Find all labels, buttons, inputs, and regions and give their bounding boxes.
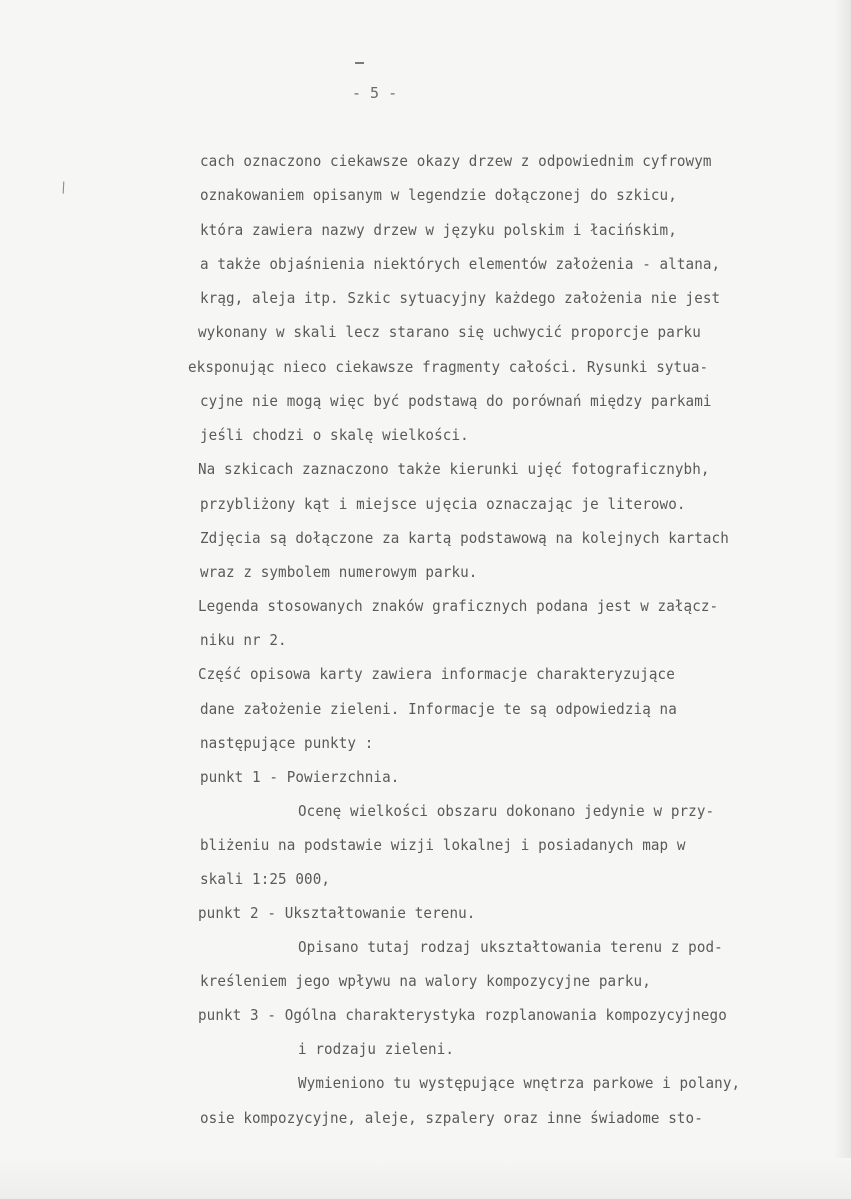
text-line: a także objaśnienia niektórych elementów założenia - altana, <box>200 255 721 273</box>
text-line: kreśleniem jego wpływu na walory kompozycyjne parku, <box>200 972 651 990</box>
text-line: Na szkicach zaznaczono także kierunki ujęć fotograficznybh, <box>198 460 710 478</box>
text-line: krąg, aleja itp. Szkic sytuacyjny każdego założenia nie jest <box>200 289 721 307</box>
text-line: i rodzaju zieleni. <box>298 1040 455 1058</box>
text-line: eksponując nieco ciekawsze fragmenty całości. Rysunki sytua- <box>188 358 709 376</box>
text-line: Legenda stosowanych znaków graficznych podana jest w załącz- <box>198 597 719 615</box>
text-line: Ocenę wielkości obszaru dokonano jedynie w przy- <box>298 802 715 820</box>
text-line: osie kompozycyjne, aleje, szpalery oraz inne świadome sto- <box>200 1109 703 1127</box>
page-number: - 5 - <box>352 84 398 102</box>
text-line: Wymieniono tu występujące wnętrza parkowe i polany, <box>298 1074 741 1092</box>
text-line: następujące punkty : <box>200 734 374 752</box>
text-line: cyjne nie mogą więc być podstawą do porównań między parkami <box>200 392 712 410</box>
top-dash-mark <box>355 62 364 64</box>
text-line: bliżeniu na podstawie wizji lokalnej i posiadanych map w <box>200 836 686 854</box>
scan-edge-shadow-bottom <box>0 1158 851 1199</box>
text-line: Zdjęcia są dołączone za kartą podstawową na kolejnych kartach <box>200 529 729 547</box>
text-line: która zawiera nazwy drzew w języku polskim i łacińskim, <box>200 221 677 239</box>
text-line: niku nr 2. <box>200 631 287 649</box>
text-line: dane założenie zieleni. Informacje te są odpowiedzią na <box>200 700 677 718</box>
text-line: wykonany w skali lecz starano się uchwycić proporcje parku <box>198 323 701 341</box>
text-line: oznakowaniem opisanym w legendzie dołączonej do szkicu, <box>200 186 677 204</box>
scan-edge-shadow-right <box>834 0 851 1199</box>
text-line: punkt 2 - Ukształtowanie terenu. <box>198 904 476 922</box>
text-line: punkt 1 - Powierzchnia. <box>200 768 400 786</box>
text-line: jeśli chodzi o skalę wielkości. <box>200 426 469 444</box>
text-line: skali 1:25 000, <box>200 870 331 888</box>
text-line: przybliżony kąt i miejsce ujęcia oznaczając je literowo. <box>200 495 686 513</box>
text-line: wraz z symbolem numerowym parku. <box>200 563 478 581</box>
margin-pen-mark: \ <box>58 179 69 197</box>
text-line: Część opisowa karty zawiera informacje charakteryzujące <box>198 665 675 683</box>
text-line: cach oznaczono ciekawsze okazy drzew z odpowiednim cyfrowym <box>200 152 712 170</box>
text-line: punkt 3 - Ogólna charakterystyka rozplanowania kompozycyjnego <box>198 1006 727 1024</box>
text-line: Opisano tutaj rodzaj ukształtowania terenu z pod- <box>298 938 723 956</box>
